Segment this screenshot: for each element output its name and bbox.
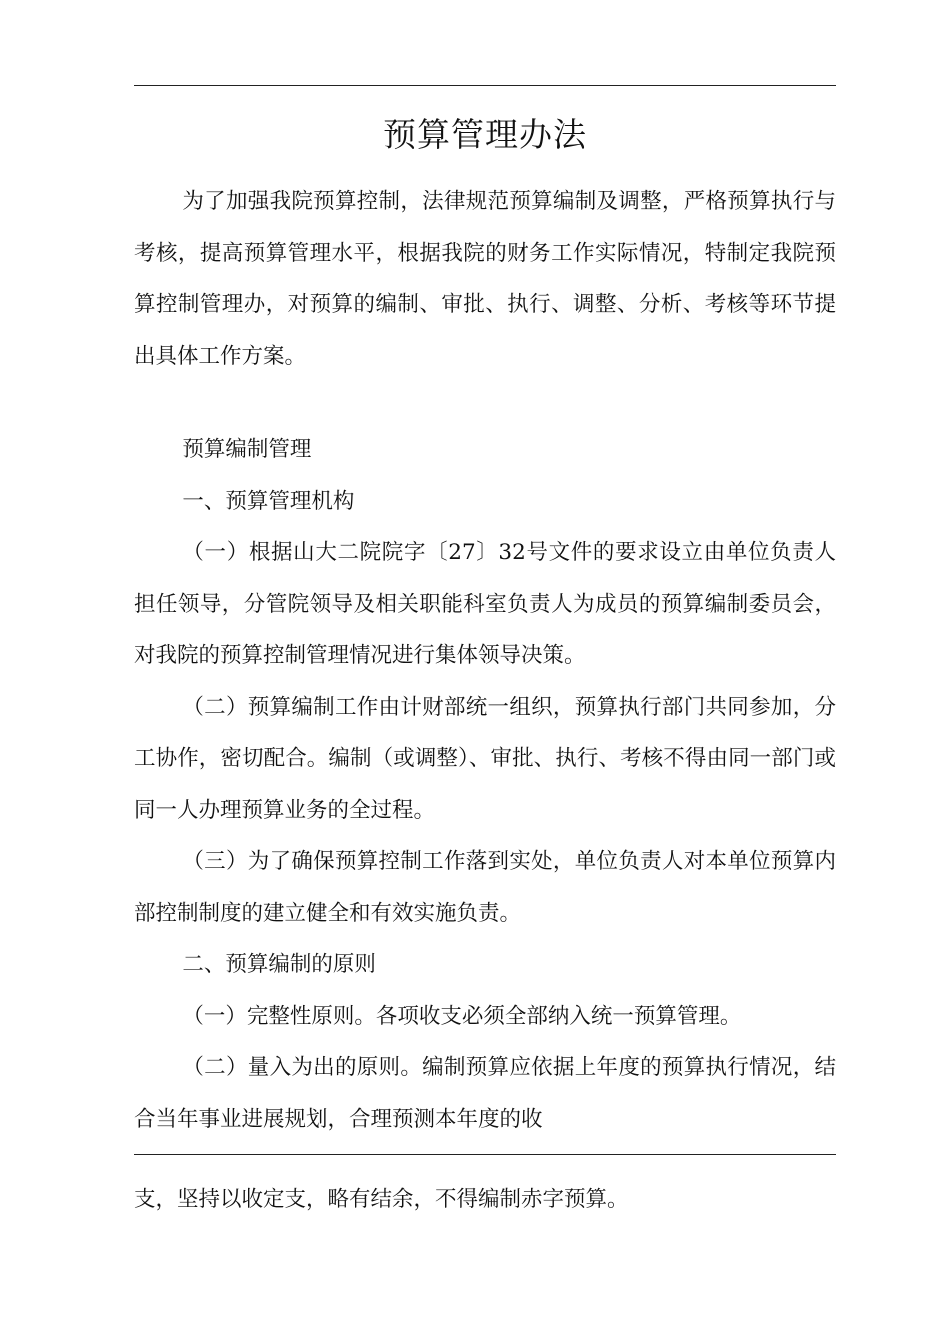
- section-heading-organization: 一、预算管理机构: [182, 488, 355, 514]
- paragraph-principle-2: （二）量入为出的原则。编制预算应依据上年度的预算执行情况，结合当年事业进展规划，合理预测本年度的收: [134, 1055, 836, 1132]
- paragraph-org-3: （三）为了确保预算控制工作落到实处，单位负责人对本单位预算内部控制制度的建立健全和有效实施负责。: [134, 849, 836, 926]
- top-divider: [134, 85, 836, 86]
- intro-section: [134, 176, 836, 382]
- body-section: [134, 424, 836, 1145]
- paragraph-org-1: （一）根据山大二院院字〔27〕32号文件的要求设立由单位负责人担任领导，分管院领导及相关职能科室负责人为成员的预算编制委员会，对我院的预算控制管理情况进行集体领导决策。: [134, 540, 836, 668]
- page-title: 预算管理办法: [383, 115, 587, 154]
- section-heading-budget-management: 预算编制管理: [182, 437, 312, 462]
- intro-paragraph: 为了加强我院预算控制，法律规范预算编制及调整，严格预算执行与考核，提高预算管理水平，根据我院的财务工作实际情况，特制定我院预算控制管理办，对预算的编制、审批、执行、调整、分析、考核等环节提出具体工作方案。: [134, 189, 836, 369]
- continued-paragraph: 支，坚持以收定支，略有结余，不得编制赤字预算。: [134, 1187, 629, 1212]
- paragraph-org-2: （二）预算编制工作由计财部统一组织，预算执行部门共同参加，分工协作，密切配合。编制（或调整）、审批、执行、考核不得由同一部门或同一人办理预算业务的全过程。: [134, 694, 836, 823]
- section-heading-principles: 二、预算编制的原则: [182, 952, 376, 977]
- paragraph-principle-1: （一）完整性原则。各项收支必须全部纳入统一预算管理。: [182, 1003, 742, 1029]
- page-break-divider: [134, 1154, 836, 1155]
